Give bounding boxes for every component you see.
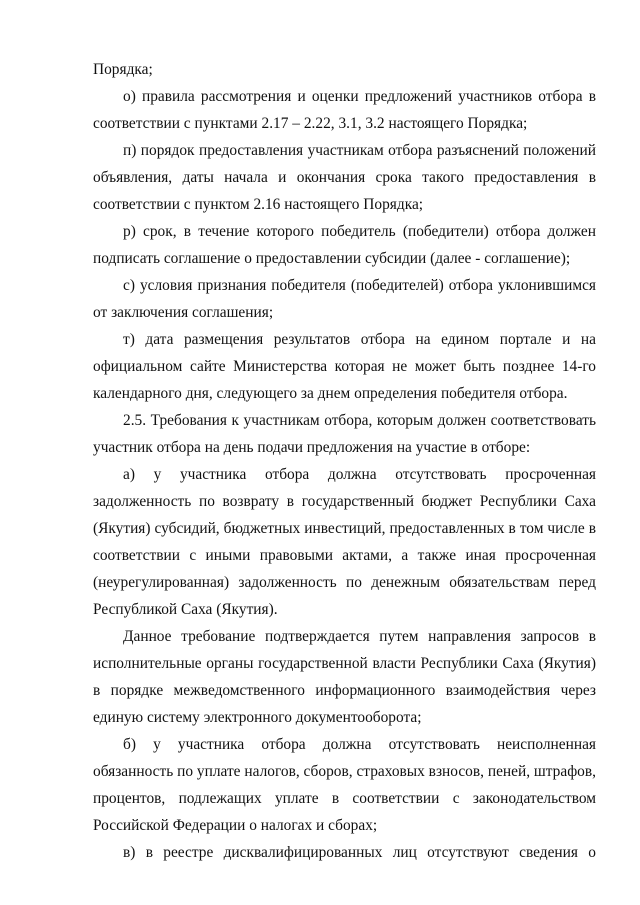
paragraph-requirement-confirmation: Данное требование подтверждается путем направления запросов в исполнительные органы государственной власти Республики Саха (Якутия) в порядке межведомственного информационного взаимодействия через единую систему электронного документооборота; <box>93 628 596 726</box>
paragraph-item-v: в) в реестре дисквалифицированных лиц отсутствуют сведения о <box>123 844 596 861</box>
document-body <box>93 56 596 866</box>
paragraph-item-s: с) условия признания победителя (победителей) отбора уклонившимся от заключения соглашения; <box>93 277 596 321</box>
paragraph-item-o: о) правила рассмотрения и оценки предложений участников отбора в соответствии с пунктами 2.17 – 2.22, 3.1, 3.2 настоящего Порядка; <box>93 88 596 132</box>
paragraph-item-t: т) дата размещения результатов отбора на едином портале и на официальном сайте Министерства которая не может быть позднее 14-го календарного дня, следующего за днем определения победителя отбора. <box>93 331 596 402</box>
paragraph-item-p: п) порядок предоставления участникам отбора разъяснений положений объявления, даты начала и окончания срока такого предоставления в соответствии с пунктом 2.16 настоящего Порядка; <box>93 142 596 213</box>
paragraph-item-b: б) у участника отбора должна отсутствовать неисполненная обязанность по уплате налогов, сборов, страховых взносов, пеней, штрафов, процентов, подлежащих уплате в соответствии с законодательством Российской Федерации о налогах и сборах; <box>93 736 596 834</box>
paragraph-item-r: р) срок, в течение которого победитель (победители) отбора должен подписать соглашение о предоставлении субсидии (далее - соглашение); <box>93 223 596 267</box>
paragraph-section-2-5: 2.5. Требования к участникам отбора, которым должен соответствовать участник отбора на день подачи предложения на участие в отборе: <box>93 412 596 456</box>
paragraph-continuation: Порядка; <box>93 61 153 78</box>
paragraph-item-a: а) у участника отбора должна отсутствовать просроченная задолженность по возврату в государственный бюджет Республики Саха (Якутия) субсидий, бюджетных инвестиций, предоставленных в том числе в соответствии с иными правовыми актами, а также иная просроченная (неурегулированная) задолженность по денежным обязательствам перед Республикой Саха (Якутия). <box>93 466 596 618</box>
